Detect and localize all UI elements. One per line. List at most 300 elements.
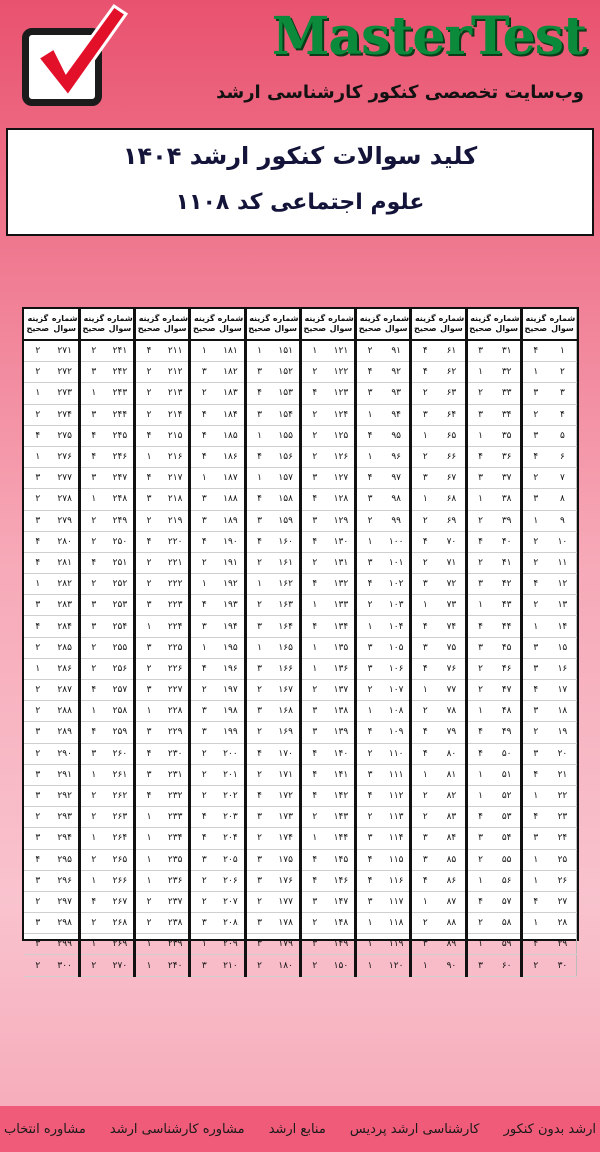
question-number-cell: ۱۵۶	[273, 446, 301, 467]
answer-cell: ۴	[135, 340, 163, 362]
question-number-cell: ۱۴۷	[328, 891, 356, 912]
question-number-cell: ۱۷۸	[273, 913, 301, 934]
question-number-cell: ۱۹۳	[217, 595, 245, 616]
question-number-cell: ۶۸	[438, 489, 466, 510]
footer-link[interactable]: ارشد بدون کنکور	[503, 1121, 596, 1137]
answer-cell: ۱	[79, 828, 107, 849]
table-row	[24, 785, 577, 806]
question-number-cell: ۵۱	[494, 764, 522, 785]
question-number-cell: ۳۹	[494, 510, 522, 531]
header-correct-answer: گزینه صحیح	[245, 309, 273, 340]
question-number-cell: ۱۸۴	[217, 404, 245, 425]
question-number-cell: ۲۴۴	[107, 404, 135, 425]
question-number-cell: ۵۰	[494, 743, 522, 764]
question-number-cell: ۲۰۷	[217, 891, 245, 912]
answer-cell: ۱	[521, 849, 549, 870]
answer-cell: ۴	[300, 383, 328, 404]
question-number-cell: ۲	[549, 362, 577, 383]
question-number-cell: ۸۸	[438, 913, 466, 934]
question-number-cell: ۶۹	[438, 510, 466, 531]
answer-cell: ۲	[300, 446, 328, 467]
answer-cell: ۴	[356, 362, 384, 383]
question-number-cell: ۱۷۱	[273, 764, 301, 785]
answer-cell: ۲	[300, 552, 328, 573]
answer-cell: ۴	[190, 531, 218, 552]
answer-cell: ۲	[135, 552, 163, 573]
answer-cell: ۳	[245, 658, 273, 679]
header-correct-answer: گزینه صحیح	[466, 309, 494, 340]
question-number-cell: ۱۴۸	[328, 913, 356, 934]
question-number-cell: ۲۰۸	[217, 913, 245, 934]
answer-cell: ۲	[135, 574, 163, 595]
answer-cell: ۲	[79, 658, 107, 679]
question-number-cell: ۱۳۴	[328, 616, 356, 637]
answer-cell: ۳	[521, 383, 549, 404]
table-header-row	[24, 309, 577, 340]
question-number-cell: ۹۶	[383, 446, 411, 467]
table-row	[24, 489, 577, 510]
answer-cell: ۱	[135, 616, 163, 637]
answer-cell: ۳	[300, 510, 328, 531]
answer-cell: ۴	[79, 552, 107, 573]
question-number-cell: ۳۴	[494, 404, 522, 425]
answer-cell: ۳	[356, 828, 384, 849]
question-number-cell: ۶۱	[438, 340, 466, 362]
answer-cell: ۳	[356, 891, 384, 912]
question-number-cell: ۲۶۲	[107, 785, 135, 806]
question-number-cell: ۲۲۰	[162, 531, 190, 552]
question-number-cell: ۲۶۴	[107, 828, 135, 849]
answer-cell: ۳	[190, 849, 218, 870]
answer-cell: ۱	[411, 891, 439, 912]
question-number-cell: ۱۰۲	[383, 574, 411, 595]
question-number-cell: ۱۴۳	[328, 807, 356, 828]
answer-cell: ۲	[24, 680, 52, 701]
answer-cell: ۴	[190, 807, 218, 828]
question-number-cell: ۴۹	[494, 722, 522, 743]
question-number-cell: ۲۹۲	[52, 785, 80, 806]
question-number-cell: ۹۷	[383, 468, 411, 489]
answer-cell: ۱	[356, 616, 384, 637]
header-question-number: شماره سوال	[328, 309, 356, 340]
answer-cell: ۱	[466, 362, 494, 383]
question-number-cell: ۱	[549, 340, 577, 362]
question-number-cell: ۱۲۱	[328, 340, 356, 362]
question-number-cell: ۱۱	[549, 552, 577, 573]
answer-cell: ۲	[245, 680, 273, 701]
question-number-cell: ۱۹۶	[217, 658, 245, 679]
answer-cell: ۳	[466, 574, 494, 595]
answer-cell: ۱	[521, 362, 549, 383]
answer-cell: ۱	[135, 828, 163, 849]
answer-cell: ۴	[356, 425, 384, 446]
answer-cell: ۱	[135, 446, 163, 467]
question-number-cell: ۷۱	[438, 552, 466, 573]
question-number-cell: ۱۶۱	[273, 552, 301, 573]
answer-cell: ۲	[521, 468, 549, 489]
answer-cell: ۴	[466, 807, 494, 828]
answer-cell: ۲	[300, 362, 328, 383]
answer-cell: ۱	[521, 870, 549, 891]
question-number-cell: ۲۸۹	[52, 722, 80, 743]
question-number-cell: ۱۱۶	[383, 870, 411, 891]
answer-cell: ۳	[245, 913, 273, 934]
answer-cell: ۳	[24, 595, 52, 616]
answer-cell: ۳	[245, 362, 273, 383]
question-number-cell: ۹۴	[383, 404, 411, 425]
table-row	[24, 658, 577, 679]
table-row	[24, 764, 577, 785]
question-number-cell: ۱۸۵	[217, 425, 245, 446]
answer-cell: ۲	[190, 764, 218, 785]
question-number-cell: ۱۸۶	[217, 446, 245, 467]
answer-cell: ۱	[411, 764, 439, 785]
question-number-cell: ۲۹۰	[52, 743, 80, 764]
answer-cell: ۳	[24, 722, 52, 743]
answer-cell: ۳	[190, 489, 218, 510]
question-number-cell: ۱۷۴	[273, 828, 301, 849]
answer-cell: ۴	[356, 468, 384, 489]
answer-cell: ۲	[466, 383, 494, 404]
table-row	[24, 807, 577, 828]
answer-cell: ۳	[466, 404, 494, 425]
question-number-cell: ۲۶۹	[107, 934, 135, 955]
answer-cell: ۴	[245, 489, 273, 510]
answer-cell: ۲	[411, 510, 439, 531]
answer-cell: ۴	[300, 616, 328, 637]
answer-cell: ۳	[466, 828, 494, 849]
question-number-cell: ۲۱۲	[162, 362, 190, 383]
question-number-cell: ۲۵۶	[107, 658, 135, 679]
question-number-cell: ۱۳۳	[328, 595, 356, 616]
question-number-cell: ۲۳۷	[162, 891, 190, 912]
answer-cell: ۴	[300, 849, 328, 870]
footer-link[interactable]: مشاوره کارشناسی ارشد	[109, 1121, 245, 1137]
answer-cell: ۲	[245, 891, 273, 912]
question-number-cell: ۱۳	[549, 595, 577, 616]
footer-link[interactable]: مشاوره انتخاب	[4, 1121, 86, 1137]
question-number-cell: ۸۴	[438, 828, 466, 849]
question-number-cell: ۲۸۸	[52, 701, 80, 722]
question-number-cell: ۲۵۲	[107, 574, 135, 595]
table-row	[24, 849, 577, 870]
answer-cell: ۳	[79, 595, 107, 616]
answer-cell: ۲	[521, 531, 549, 552]
header-correct-answer: گزینه صحیح	[135, 309, 163, 340]
answer-cell: ۴	[245, 531, 273, 552]
question-number-cell: ۷۰	[438, 531, 466, 552]
question-number-cell: ۱۷۲	[273, 785, 301, 806]
question-number-cell: ۲۲۴	[162, 616, 190, 637]
question-number-cell: ۲۷۴	[52, 404, 80, 425]
question-number-cell: ۲۴۰	[162, 955, 190, 976]
answer-cell: ۴	[79, 891, 107, 912]
question-number-cell: ۲۱۴	[162, 404, 190, 425]
answer-cell: ۲	[245, 764, 273, 785]
question-number-cell: ۱۱۴	[383, 828, 411, 849]
answer-cell: ۱	[521, 510, 549, 531]
header-correct-answer: گزینه صحیح	[411, 309, 439, 340]
question-number-cell: ۲۸۶	[52, 658, 80, 679]
question-number-cell: ۱۴۹	[328, 934, 356, 955]
answer-cell: ۲	[79, 340, 107, 362]
checkmark-icon	[10, 0, 130, 110]
answer-cell: ۲	[356, 743, 384, 764]
answer-cell: ۳	[24, 468, 52, 489]
question-number-cell: ۱۴۱	[328, 764, 356, 785]
question-number-cell: ۲۱۹	[162, 510, 190, 531]
answer-cell: ۴	[300, 870, 328, 891]
answer-cell: ۳	[521, 489, 549, 510]
answer-cell: ۲	[24, 743, 52, 764]
table-row	[24, 383, 577, 404]
answer-cell: ۳	[466, 955, 494, 976]
answer-cell: ۲	[24, 362, 52, 383]
question-number-cell: ۲۶۱	[107, 764, 135, 785]
answer-cell: ۴	[79, 680, 107, 701]
question-number-cell: ۲۴۹	[107, 510, 135, 531]
answer-cell: ۴	[521, 891, 549, 912]
question-number-cell: ۱۳۸	[328, 701, 356, 722]
question-number-cell: ۷۸	[438, 701, 466, 722]
question-number-cell: ۳۷	[494, 468, 522, 489]
question-number-cell: ۲۰۱	[217, 764, 245, 785]
answer-cell: ۴	[245, 743, 273, 764]
answer-cell: ۲	[79, 785, 107, 806]
table-row	[24, 870, 577, 891]
answer-cell: ۴	[79, 722, 107, 743]
question-number-cell: ۱۹۴	[217, 616, 245, 637]
table-row	[24, 340, 577, 362]
answer-cell: ۳	[245, 701, 273, 722]
question-number-cell: ۲۳۲	[162, 785, 190, 806]
question-number-cell: ۲۳۹	[162, 934, 190, 955]
answer-cell: ۲	[79, 955, 107, 976]
answer-cell: ۲	[79, 913, 107, 934]
question-number-cell: ۲۸۱	[52, 552, 80, 573]
answer-cell: ۲	[411, 807, 439, 828]
answer-cell: ۲	[135, 658, 163, 679]
answer-cell: ۲	[411, 785, 439, 806]
answer-cell: ۴	[466, 891, 494, 912]
question-number-cell: ۱۳۱	[328, 552, 356, 573]
question-number-cell: ۲۳۸	[162, 913, 190, 934]
question-number-cell: ۲۸۰	[52, 531, 80, 552]
question-number-cell: ۲۳۳	[162, 807, 190, 828]
answer-cell: ۲	[135, 510, 163, 531]
question-number-cell: ۱۸۲	[217, 362, 245, 383]
question-number-cell: ۲۰۵	[217, 849, 245, 870]
question-number-cell: ۸۹	[438, 934, 466, 955]
answer-cell: ۳	[135, 680, 163, 701]
answer-cell: ۱	[135, 955, 163, 976]
answer-cell: ۱	[245, 340, 273, 362]
question-number-cell: ۱۱۸	[383, 913, 411, 934]
question-number-cell: ۱۱۱	[383, 764, 411, 785]
question-number-cell: ۲۹۸	[52, 913, 80, 934]
answer-cell: ۱	[356, 955, 384, 976]
question-number-cell: ۱۰۰	[383, 531, 411, 552]
question-number-cell: ۲۹	[549, 934, 577, 955]
question-number-cell: ۷۷	[438, 680, 466, 701]
question-number-cell: ۹۵	[383, 425, 411, 446]
answer-cell: ۴	[245, 446, 273, 467]
question-number-cell: ۱۸۱	[217, 340, 245, 362]
table-row	[24, 722, 577, 743]
answer-cell: ۴	[466, 446, 494, 467]
answer-cell: ۳	[411, 828, 439, 849]
table-row	[24, 510, 577, 531]
answer-cell: ۴	[411, 531, 439, 552]
question-number-cell: ۵۸	[494, 913, 522, 934]
header-question-number: شماره سوال	[438, 309, 466, 340]
answer-cell: ۳	[79, 468, 107, 489]
question-number-cell: ۹۸	[383, 489, 411, 510]
answer-cell: ۴	[190, 828, 218, 849]
question-number-cell: ۲۹۵	[52, 849, 80, 870]
answer-cell: ۱	[190, 934, 218, 955]
footer-link[interactable]: منابع ارشد	[268, 1121, 326, 1137]
question-number-cell: ۱۹۱	[217, 552, 245, 573]
table-row	[24, 446, 577, 467]
answer-cell: ۳	[135, 764, 163, 785]
answer-key-table	[24, 309, 577, 977]
answer-cell: ۳	[356, 764, 384, 785]
question-number-cell: ۱۳۵	[328, 637, 356, 658]
answer-cell: ۱	[411, 425, 439, 446]
question-number-cell: ۶۲	[438, 362, 466, 383]
answer-cell: ۴	[300, 489, 328, 510]
question-number-cell: ۳۶	[494, 446, 522, 467]
question-number-cell: ۲۱۳	[162, 383, 190, 404]
answer-cell: ۱	[79, 934, 107, 955]
answer-cell: ۱	[190, 574, 218, 595]
answer-cell: ۳	[135, 489, 163, 510]
question-number-cell: ۲۹۳	[52, 807, 80, 828]
answer-cell: ۲	[245, 552, 273, 573]
answer-cell: ۳	[24, 913, 52, 934]
brand-name[interactable]: MasterTest	[271, 6, 586, 67]
question-number-cell: ۱۱۲	[383, 785, 411, 806]
question-number-cell: ۶۷	[438, 468, 466, 489]
answer-cell: ۱	[466, 701, 494, 722]
answer-cell: ۳	[411, 934, 439, 955]
answer-cell: ۲	[190, 785, 218, 806]
question-number-cell: ۱۲	[549, 574, 577, 595]
table-row	[24, 891, 577, 912]
question-number-cell: ۹۲	[383, 362, 411, 383]
question-number-cell: ۲۵۸	[107, 701, 135, 722]
answer-cell: ۴	[411, 870, 439, 891]
question-number-cell: ۱۷۳	[273, 807, 301, 828]
question-number-cell: ۲۵۰	[107, 531, 135, 552]
question-number-cell: ۱۲۳	[328, 383, 356, 404]
question-number-cell: ۲۴۶	[107, 446, 135, 467]
answer-cell: ۳	[521, 637, 549, 658]
answer-cell: ۳	[521, 425, 549, 446]
answer-cell: ۴	[356, 849, 384, 870]
question-number-cell: ۱۱۰	[383, 743, 411, 764]
question-number-cell: ۱۹۷	[217, 680, 245, 701]
answer-cell: ۲	[79, 574, 107, 595]
question-number-cell: ۱۰	[549, 531, 577, 552]
answer-cell: ۲	[190, 743, 218, 764]
title-panel	[6, 128, 594, 236]
answer-cell: ۲	[79, 510, 107, 531]
answer-cell: ۳	[466, 340, 494, 362]
question-number-cell: ۲۳۰	[162, 743, 190, 764]
question-number-cell: ۵۳	[494, 807, 522, 828]
answer-cell: ۳	[24, 870, 52, 891]
answer-cell: ۴	[135, 785, 163, 806]
answer-cell: ۴	[24, 552, 52, 573]
table-row	[24, 701, 577, 722]
question-number-cell: ۲۷۸	[52, 489, 80, 510]
answer-cell: ۳	[356, 658, 384, 679]
question-number-cell: ۲۱	[549, 764, 577, 785]
answer-cell: ۲	[245, 595, 273, 616]
table-row	[24, 574, 577, 595]
answer-cell: ۱	[521, 913, 549, 934]
answer-cell: ۴	[300, 743, 328, 764]
answer-cell: ۳	[245, 870, 273, 891]
question-number-cell: ۱۲۶	[328, 446, 356, 467]
question-number-cell: ۳	[549, 383, 577, 404]
answer-cell: ۱	[356, 404, 384, 425]
question-number-cell: ۱۳۲	[328, 574, 356, 595]
answer-cell: ۱	[300, 637, 328, 658]
answer-cell: ۳	[24, 764, 52, 785]
answer-cell: ۱	[24, 574, 52, 595]
question-number-cell: ۱۶۸	[273, 701, 301, 722]
answer-cell: ۱	[411, 489, 439, 510]
answer-cell: ۱	[466, 595, 494, 616]
answer-cell: ۳	[245, 934, 273, 955]
answer-cell: ۳	[190, 722, 218, 743]
answer-cell: ۲	[245, 722, 273, 743]
answer-cell: ۲	[300, 404, 328, 425]
question-number-cell: ۲۴۵	[107, 425, 135, 446]
footer-link[interactable]: کارشناسی ارشد پردیس	[349, 1121, 480, 1137]
answer-cell: ۲	[24, 340, 52, 362]
answer-cell: ۱	[24, 383, 52, 404]
question-number-cell: ۷۲	[438, 574, 466, 595]
answer-cell: ۳	[356, 489, 384, 510]
table-row	[24, 595, 577, 616]
question-number-cell: ۲۰۳	[217, 807, 245, 828]
question-number-cell: ۲۵۷	[107, 680, 135, 701]
answer-cell: ۲	[190, 383, 218, 404]
answer-cell: ۲	[521, 552, 549, 573]
question-number-cell: ۵۲	[494, 785, 522, 806]
question-number-cell: ۱۳۶	[328, 658, 356, 679]
page-subtitle: علوم اجتماعی کد ۱۱۰۸	[175, 190, 425, 215]
question-number-cell: ۲۵۱	[107, 552, 135, 573]
answer-cell: ۱	[411, 595, 439, 616]
question-number-cell: ۱۴۶	[328, 870, 356, 891]
question-number-cell: ۴۷	[494, 680, 522, 701]
header-question-number: شماره سوال	[107, 309, 135, 340]
answer-cell: ۳	[245, 616, 273, 637]
question-number-cell: ۲۸۴	[52, 616, 80, 637]
answer-cell: ۲	[24, 404, 52, 425]
header-question-number: شماره سوال	[162, 309, 190, 340]
question-number-cell: ۱۸۰	[273, 955, 301, 976]
question-number-cell: ۷۴	[438, 616, 466, 637]
question-number-cell: ۱۴۴	[328, 828, 356, 849]
answer-cell: ۲	[135, 891, 163, 912]
answer-cell: ۳	[79, 743, 107, 764]
